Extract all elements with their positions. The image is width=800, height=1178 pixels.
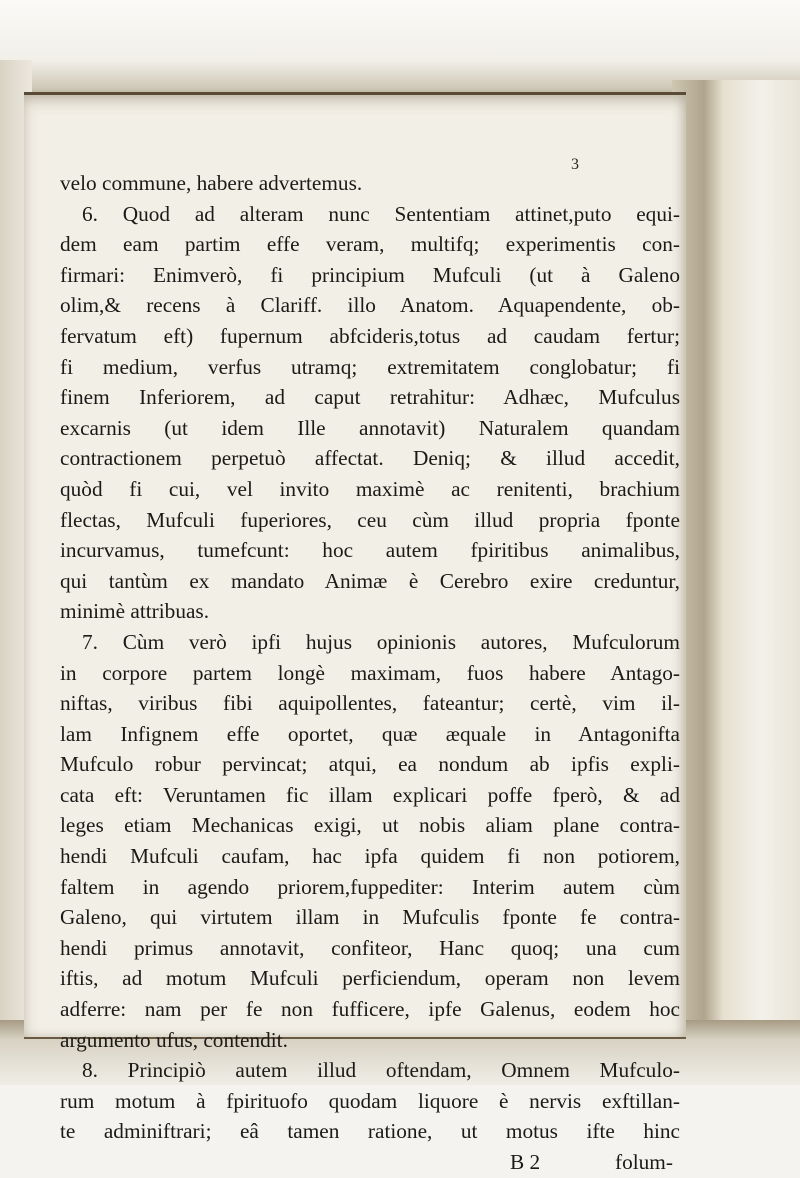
text-line: dem eam partim effe veram, multifq; experimentis con- [60, 232, 680, 257]
text-line: lam Infignem effe oportet, quæ æquale in Antagonifta [60, 721, 680, 746]
text-line: leges etiam Mechanicas exigi, ut nobis aliam plane contra- [60, 813, 680, 838]
text-line: argumento ufus, contendit. [60, 1027, 288, 1052]
page-number: 3 [571, 156, 579, 173]
text-line: Galeno, qui virtutem illam in Mufculis fponte fe contra- [60, 905, 680, 930]
text-line: finem Inferiorem, ad caput retrahitur: Adhæc, Mufculus [60, 385, 680, 410]
text-line: fi medium, verfus utramq; extremitatem conglobatur; fi [60, 354, 680, 379]
text-line: firmari: Enimverò, fi principium Mufculi (ut à Galeno [60, 262, 680, 287]
text-line: in corpore partem longè maximam, fuos habere Antago- [60, 660, 680, 685]
page-body-text [60, 168, 680, 1178]
text-line: hendi primus annotavit, confiteor, Hanc quoq; una cum [60, 935, 680, 960]
text-line: 8. Principiò autem illud oftendam, Omnem Mufculo- [82, 1058, 680, 1083]
text-line: rum motum à fpirituofo quodam liquore è nervis exftillan- [60, 1088, 680, 1113]
text-line: iftis, ad motum Mufculi perficiendum, operam non levem [60, 966, 680, 991]
signature-mark: B 2 [510, 1150, 541, 1174]
text-line: fervatum eft) fupernum abfcideris,totus ad caudam fertur; [60, 323, 680, 348]
text-line: cata eft: Veruntamen fic illam explicari poffe fperò, & ad [60, 782, 680, 807]
catchword: folum- [615, 1150, 673, 1174]
text-line: Mufculo robur pervincat; atqui, ea nondum ab ipfis expli- [60, 752, 680, 777]
text-line: velo commune, habere advertemus. [60, 171, 363, 195]
text-line: 6. Quod ad alteram nunc Sententiam attinet,puto equi- [82, 201, 680, 226]
text-line: te adminiftrari; eâ tamen ratione, ut motus ifte hinc [60, 1119, 680, 1144]
text-line: 7. Cùm verò ipfi hujus opinionis autores, Mufculorum [82, 629, 680, 654]
text-line: adferre: nam per fe non fufficere, ipfe Galenus, eodem hoc [60, 997, 680, 1022]
text-line: hendi Mufculi caufam, hac ipfa quidem fi non potiorem, [60, 844, 680, 869]
text-line: flectas, Mufculi fuperiores, ceu cùm illud propria fponte [60, 507, 680, 532]
text-line: incurvamus, tumefcunt: hoc autem fpiritibus animalibus, [60, 538, 680, 563]
text-line: quòd fi cui, vel invito maximè ac renitenti, brachium [60, 476, 680, 501]
text-line: olim,& recens à Clariff. illo Anatom. Aquapendente, ob- [60, 293, 680, 318]
text-line: qui tantùm ex mandato Animæ è Cerebro exire creduntur, [60, 568, 680, 593]
scan-right-edge [672, 80, 800, 1040]
footer-line [60, 1147, 680, 1178]
text-line: faltem in agendo priorem,fuppediter: Interim autem cùm [60, 874, 680, 899]
text-line: minimè attribuas. [60, 599, 210, 624]
text-line: contractionem perpetuò affectat. Deniq; & illud accedit, [60, 446, 680, 471]
text-line: niftas, viribus fibi aquipollentes, fateantur; certè, vim il- [60, 691, 680, 716]
text-line: excarnis (ut idem Ille annotavit) Naturalem quandam [60, 415, 680, 440]
